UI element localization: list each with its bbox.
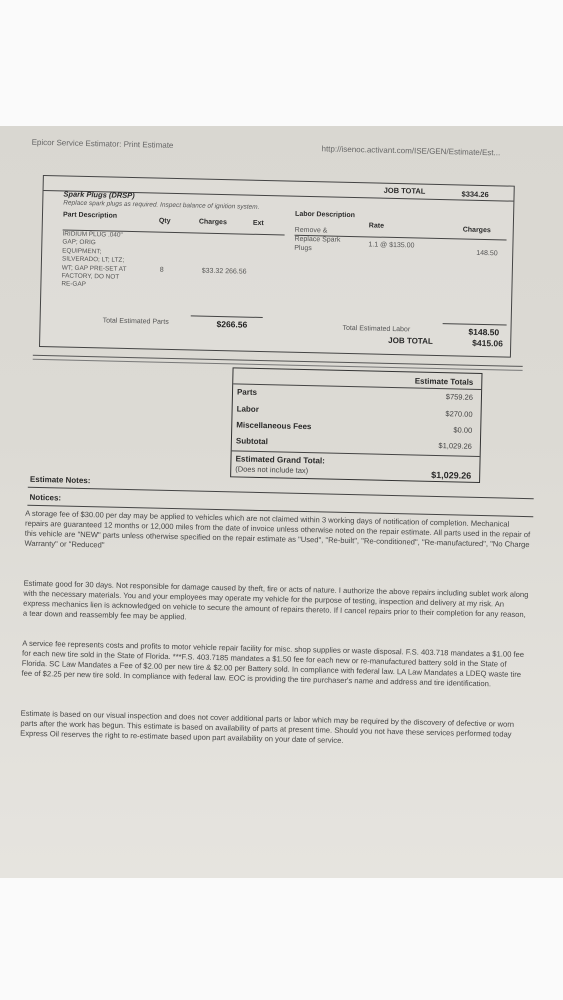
job-card <box>39 175 515 358</box>
parts-col-description: Part Description <box>62 211 118 220</box>
job-total-header-amount: $334.26 <box>461 189 489 200</box>
totals-row-label: Parts <box>236 387 258 397</box>
totals-row-label: Miscellaneous Fees <box>236 420 312 432</box>
notice-paragraph: Estimate good for 30 days. Not responsible for damage caused by theft, fire or acts of nature. I authorize the above repairs including sublet work along with the necessary materials. You and your employees may operate my vehicle for the purpose of testing, inspection and delivery at my risk. An express mechanics lien is acknowledged on vehicle to secure the amount of repairs thereto. If I cancel repairs prior to their completion for any reason, a tear down and reassembly fee may be applied. <box>22 578 529 622</box>
print-header-title: Epicor Service Estimator: Print Estimate <box>31 137 174 150</box>
parts-col-qty: Qty <box>158 217 171 225</box>
estimate-notes-label: Estimate Notes: <box>29 474 91 486</box>
estimate-totals-header: Estimate Totals <box>414 376 474 387</box>
job-total-amount: $415.06 <box>472 337 504 349</box>
print-header-url: http://isenoc.activant.com/ISE/GEN/Estimate/Est... <box>321 144 501 158</box>
total-labor-label: Total Estimated Labor <box>342 324 411 334</box>
labor-rate: 1.1 @ $135.00 <box>368 241 415 250</box>
part-qty: 8 <box>159 266 164 274</box>
job-title: Spark Plugs (DRSP) <box>63 189 135 201</box>
notice-paragraph: Estimate is based on our visual inspection and does not cover additional parts or labor which may be required by the discovery of defective or worn parts after the work has begun. This estimate is based on availability of parts at present time. Should you not have these services performed today Express Oil reserves the right to re-estimate based upon part availability on your date of service. <box>20 708 515 745</box>
part-charges-ext: $33.32 266.56 <box>201 267 247 276</box>
labor-total-rule <box>443 323 507 325</box>
totals-row-labor <box>237 404 477 418</box>
totals-row-parts <box>237 387 477 401</box>
totals-row-subtotal <box>236 436 476 450</box>
totals-row-value: $759.26 <box>445 392 474 402</box>
top-background <box>0 0 563 126</box>
labor-charges: 148.50 <box>476 249 498 258</box>
notice-paragraph: A service fee represents costs and profits to motor vehicle repair facility for misc. shop supplies or waste disposal. F.S. 403.718 mandates a $1.00 fee for each new tire sold in the State of Florida. ***F.S. 403.7185 mandates a $1.50 fee for each new or re-manufactured battery sold in the State of Florida. SC Law Mandates a Fee of $2.00 per new tire & $2.00 per Battery sold. In compliance with federal law. LA Law Mandates a LDEQ waste tire fee of $2.25 per new tire sold. In compliance with federal law. EOC is providing the tire purchaser's name and address and tire identification. <box>21 638 525 689</box>
totals-row-label: Subtotal <box>235 436 269 447</box>
grand-total-amount: $1,029.26 <box>431 469 472 481</box>
estimate-sheet <box>0 126 563 878</box>
bottom-background <box>0 878 563 1000</box>
notice-paragraph: A storage fee of $30.00 per day may be applied to vehicles which are not claimed within 3 working days of notification of completion. Mechanical repairs are guaranteed 12 months or 12,000 miles from the date of invoice unless otherwise noted on the repair estimate. All parts used in the repair of this vehicle are "NEW" parts unless otherwise specified on the repair estimate as "Used", "Re-built", "Re-conditioned", "Re-manufactured", "No Charge Warranty" or "Reduced" <box>24 508 531 550</box>
totals-row-label: Labor <box>236 404 259 414</box>
estimate-totals-box <box>230 367 482 483</box>
total-labor-amount: $148.50 <box>468 326 500 338</box>
grand-total-subtext: (Does not include tax) <box>235 464 309 476</box>
part-description: IRIDIUM PLUG .040" GAP; ORIG EQUIPMENT; SILVERADO; LT; LTZ; WT; GAP PRE-SET AT FACTORY, DO NOT RE-GAP <box>61 230 127 289</box>
notes-rule <box>28 487 534 499</box>
totals-row-value: $1,029.26 <box>438 441 472 451</box>
totals-row-value: $0.00 <box>453 425 473 435</box>
job-description: Replace spark plugs as required. Inspect balance of ignition system. <box>63 199 260 211</box>
labor-col-rate: Rate <box>368 222 385 230</box>
total-parts-amount: $266.56 <box>216 318 248 330</box>
total-parts-label: Total Estimated Parts <box>102 317 169 326</box>
job-total-header-label: JOB TOTAL <box>383 185 426 196</box>
parts-col-charges: Charges <box>198 218 227 227</box>
totals-row-misc-fees <box>236 420 476 434</box>
labor-col-description: Labor Description <box>294 210 356 220</box>
parts-total-rule <box>191 315 263 318</box>
totals-row-value: $270.00 <box>445 409 473 419</box>
job-total-label: JOB TOTAL <box>388 335 433 346</box>
parts-col-ext: Ext <box>252 219 264 228</box>
estimate-page <box>0 126 563 878</box>
grand-total-label: Estimated Grand Total: <box>235 454 326 466</box>
labor-description: Remove & Replace Spark Plugs <box>294 226 341 253</box>
labor-col-charges: Charges <box>462 226 491 235</box>
notices-label: Notices: <box>29 492 62 503</box>
